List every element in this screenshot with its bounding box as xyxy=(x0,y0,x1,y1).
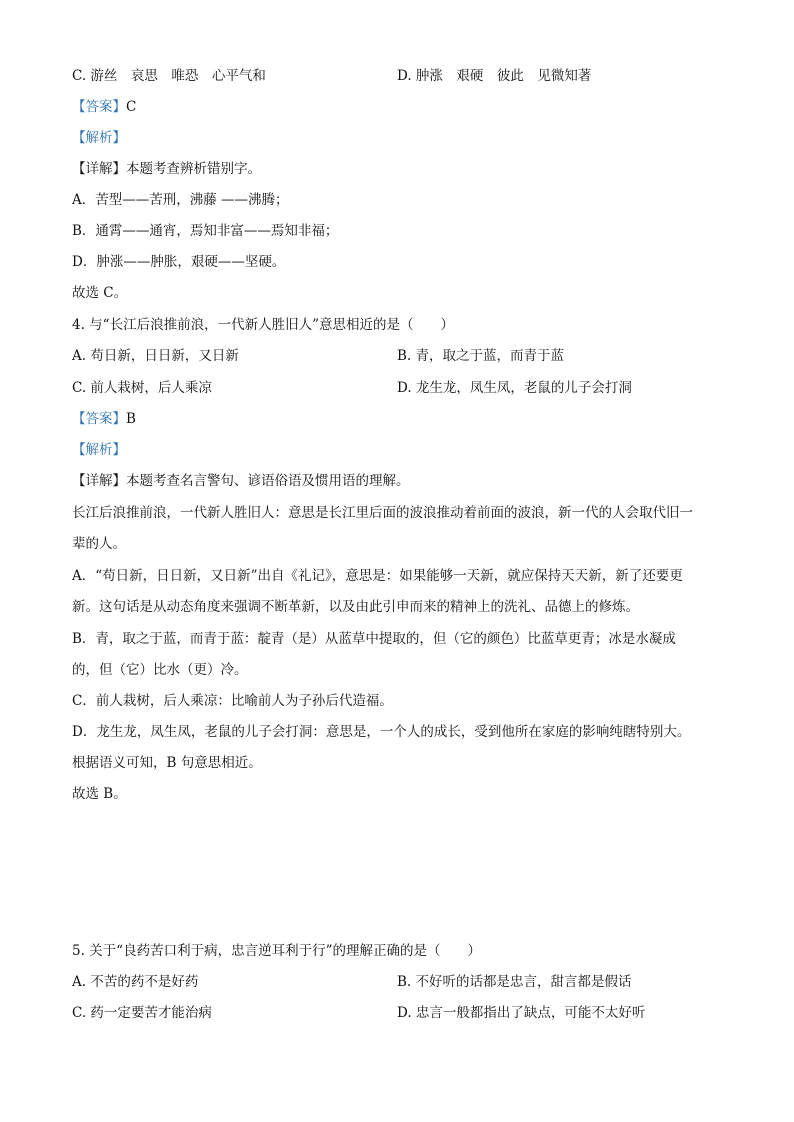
q4-option-d: D. 龙生龙，凤生凤，老鼠的儿子会打洞 xyxy=(397,380,632,396)
q4-answer: B xyxy=(126,411,136,427)
q5-option-b: B. 不好听的话都是忠言，甜言都是假话 xyxy=(397,974,632,990)
q4-option-b: B. 青，取之于蓝，而青于蓝 xyxy=(397,348,565,364)
answer-tag: 【答案】 xyxy=(72,411,126,427)
q4-option-a: A. 苟日新，日日新，又日新 xyxy=(72,348,239,364)
q5-option-a: A. 不苦的药不是好药 xyxy=(72,974,199,990)
q3-detail: 本题考查辨析错别字。 xyxy=(126,161,261,177)
q5-stem: 5. 关于“良药苦口利于病，忠言逆耳利于行”的理解正确的是（ ） xyxy=(72,943,481,959)
q3-options-row-cd xyxy=(72,66,722,86)
q4-detail-line xyxy=(72,471,410,491)
q4-option-c: C. 前人栽树，后人乘凉 xyxy=(72,380,212,396)
q4-analysis-tag: 【解析】 xyxy=(72,442,126,458)
q4-a-line2: 新。这句话是从动态角度来强调不断革新，以及由此引申而来的精神上的洗礼、品德上的修炼。 xyxy=(72,599,639,615)
q3-answer-line xyxy=(72,97,136,117)
q5-option-c: C. 药一定要苦才能治病 xyxy=(72,1005,212,1021)
q3-conclusion: 故选 C。 xyxy=(72,285,128,301)
q4-summary: 根据语义可知，B 句意思相近。 xyxy=(72,755,262,771)
q3-detail-d: D．肿涨——肿胀，艰硬——坚硬。 xyxy=(72,254,286,270)
detail-tag: 【详解】 xyxy=(72,161,126,177)
q5-options-row-ab xyxy=(72,972,722,992)
q4-a-line1: A．“苟日新，日日新，又日新”出自《礼记》，意思是：如果能够一天新，就应保持天天新，新了还要更 xyxy=(72,568,683,584)
q3-detail-a: A．苦型——苦刑，沸藤 ——沸腾； xyxy=(72,192,289,208)
q4-para1-line2: 辈的人。 xyxy=(72,536,126,552)
q3-answer: C xyxy=(126,99,137,115)
q4-b-line1: B．青，取之于蓝，而青于蓝：靛青（是）从蓝草中提取的，但（它的颜色）比蓝草更青；冰是水凝成 xyxy=(72,631,676,647)
q4-detail: 本题考查名言警句、谚语俗语及惯用语的理解。 xyxy=(126,473,410,489)
answer-tag: 【答案】 xyxy=(72,99,126,115)
q4-b-line2: 的，但（它）比水（更）冷。 xyxy=(72,662,248,678)
q4-answer-line xyxy=(72,409,136,429)
q5-options-row-cd xyxy=(72,1003,722,1023)
q4-options-row-cd xyxy=(72,378,722,398)
q3-detail-line xyxy=(72,159,261,179)
q4-d-line: D．龙生龙，凤生凤，老鼠的儿子会打洞：意思是，一个人的成长，受到他所在家庭的影响纯瞎特别大。 xyxy=(72,724,691,740)
q4-stem: 4. 与“长江后浪推前浪，一代新人胜旧人”意思相近的是（ ） xyxy=(72,317,454,333)
q3-analysis-tag: 【解析】 xyxy=(72,130,126,146)
q5-option-d: D. 忠言一般都指出了缺点，可能不太好听 xyxy=(397,1005,646,1021)
q3-option-c: C. 游丝 哀思 唯恐 心平气和 xyxy=(72,68,266,84)
q3-detail-b: B．通霄——通宵，焉知非富——焉知非福； xyxy=(72,223,339,239)
q4-options-row-ab xyxy=(72,346,722,366)
q4-para1-line1: 长江后浪推前浪，一代新人胜旧人：意思是长江里后面的波浪推动着前面的波浪，新一代的人会取代旧一 xyxy=(72,505,693,521)
detail-tag: 【详解】 xyxy=(72,473,126,489)
q4-c-line: C．前人栽树，后人乘凉：比喻前人为子孙后代造福。 xyxy=(72,693,393,709)
q3-option-d: D. 肿涨 艰硬 彼此 见微知著 xyxy=(397,68,592,84)
q4-conclusion: 故选 B。 xyxy=(72,786,127,802)
